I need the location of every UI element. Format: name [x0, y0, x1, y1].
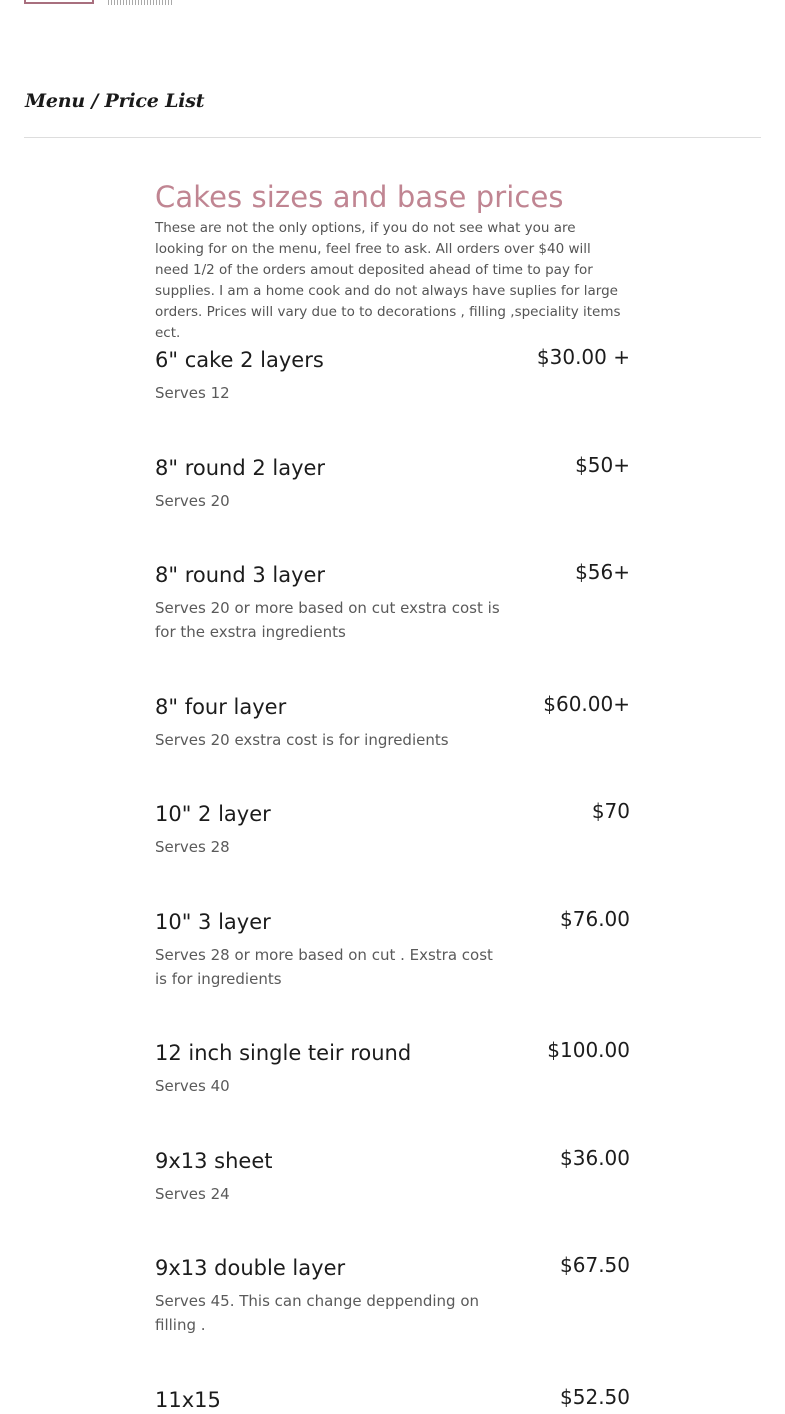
menu-description: These are not the only options, if you do not see what you are looking for on the menu, feel free to ask. All orders over $40 will need 1/2 of the orders amout deposited ahead of time to pay for supplies. I am a home cook and do not always have suplies for large orders. Prices will vary due to to decorations , filling ,speciality items ect. — [155, 220, 621, 341]
menu-item-price: $100.00 — [547, 1038, 630, 1062]
menu-item-name: 10" 3 layer — [155, 910, 271, 934]
menu-item-name: 11x15 — [155, 1388, 221, 1412]
menu-item-description: Serves 20 — [155, 492, 230, 510]
menu-item-price: $60.00+ — [543, 692, 630, 716]
menu-item-description: Serves 28 or more based on cut . Exstra cost is for ingredients — [155, 946, 493, 988]
gallery-thumbnail-selected[interactable] — [24, 0, 94, 4]
gallery-thumbnail[interactable] — [108, 0, 174, 5]
menu-item-description: Serves 28 — [155, 838, 230, 856]
menu-item-price: $76.00 — [560, 907, 630, 931]
menu-item-description: Serves 20 or more based on cut exstra cost is for the exstra ingredients — [155, 599, 500, 641]
menu-item-name: 9x13 double layer — [155, 1256, 346, 1280]
menu-item-name: 8" round 2 layer — [155, 456, 326, 480]
menu-item-name: 10" 2 layer — [155, 802, 271, 826]
menu-item-name: 6" cake 2 layers — [155, 348, 324, 372]
menu-item-description: Serves 24 — [155, 1185, 230, 1203]
menu-item-description: Serves 20 exstra cost is for ingredients — [155, 731, 449, 749]
menu-item-description: Serves 12 — [155, 384, 230, 402]
divider — [24, 137, 761, 138]
section-title: Menu / Price List — [25, 90, 205, 112]
menu-item-price: $52.50 — [560, 1385, 630, 1409]
menu-item-price: $30.00 + — [536, 345, 630, 369]
menu-heading: Cakes sizes and base prices — [155, 180, 564, 214]
menu-item-name: 8" round 3 layer — [155, 563, 326, 587]
menu-item-price: $50+ — [575, 453, 630, 477]
menu-item-description: Serves 45. This can change deppending on filling . — [155, 1292, 480, 1334]
menu-item-name: 12 inch single teir round — [155, 1041, 412, 1065]
menu-item-description: Serves 40 — [155, 1077, 230, 1095]
menu-item-price: $67.50 — [560, 1253, 630, 1277]
menu-item-price: $36.00 — [560, 1146, 630, 1170]
menu-item-price: $70 — [591, 799, 630, 823]
menu-item-name: 9x13 sheet — [155, 1149, 273, 1173]
menu-item-price: $56+ — [575, 560, 630, 584]
menu-item-name: 8" four layer — [155, 695, 287, 719]
menu-section — [155, 176, 630, 1412]
